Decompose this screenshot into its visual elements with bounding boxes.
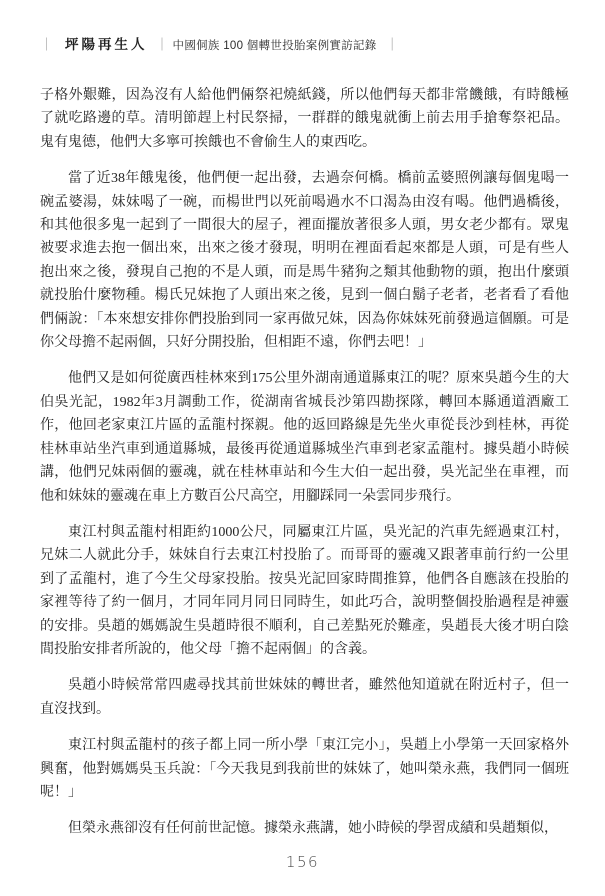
body-text — [40, 84, 569, 841]
header-separator-middle: ｜ — [155, 37, 169, 52]
body-paragraph: 當了近38年餓鬼後，他們便一起出發，去過奈何橋。橋前孟婆照例讓每個鬼喝一碗孟婆湯，妹妹喝了一碗，而楊世門以死前喝過水不口渴為由沒有喝。他們過橋後，和其他很多鬼一起到了一間很大的屋子，裡面擺放著很多人頭，男女老少都有。眾鬼被要求進去抱一個出來，出來之後才發現，明明在裡面看起來都是人頭，可是有些人抱出來之後，發現自己抱的不是人頭，而是馬牛豬狗之類其他動物的頭，抱出什麼頭就投胎什麼物種。楊氏兄妹抱了人頭出來之後，見到一個白鬍子老者，老者看了看他們倆說：「本來想安排你們投胎到同一家再做兄妹，因為你妹妹死前發過這個願。可是你父母擔不起兩個，只好分開投胎，但相距不遠，你們去吧！」 — [40, 171, 569, 351]
book-title: 坪陽再生人 — [65, 37, 148, 52]
page-number: 156 — [285, 853, 320, 871]
body-paragraph: 但榮永燕卻沒有任何前世記憶。據榮永燕講，她小時候的學習成績和吳趙類似， — [68, 821, 558, 837]
body-paragraph: 東江村與孟龍村相距約1000公尺，同屬東江片區，吳光記的汽車先經過東江村，兄妹二人就此分手，妹妹自行去東江村投胎了。而哥哥的靈魂又跟著車前行約一公里到了孟龍村，進了今生父母家投胎。按吳光記回家時間推算，他們各自應該在投胎的家裡等待了約一個月，才同年同月同日同時生，如此巧合，說明整個投胎過程是神靈的安排。吳趙的媽媽說生吳趙時很不順利，自己差點死於難產，吳趙長大後才明白陰間投胎安排者所說的，他父母「擔不起兩個」的含義。 — [40, 524, 569, 657]
header-separator-left: ｜ — [40, 37, 54, 52]
body-paragraph: 他們又是如何從廣西桂林來到175公里外湖南通道縣東江的呢？原來吳趙今生的大伯吳光記，1982年3月調動工作，從湖南省城長沙第四勘探隊，轉回本縣通道酒廠工作，他回老家東江片區的孟龍村探親。他的返回路線是先坐火車從長沙到桂林，再從桂林車站坐汽車到通道縣城，最後再從通道縣城坐汽車到老家孟龍村。據吳趙小時候講，他們兄妹兩個的靈魂，就在桂林車站和今生大伯一起出發，吳光記坐在車裡，而他和妹妹的靈魂在車上方數百公尺高空，用腳踩同一朵雲同步飛行。 — [40, 371, 569, 504]
body-paragraph: 東江村與孟龍村的孩子都上同一所小學「東江完小」，吳趙上小學第一天回家格外興奮，他對媽媽吳玉兵說：「今天我見到我前世的妹妹了，她叫榮永燕，我們同一個班呢！」 — [40, 738, 569, 800]
body-paragraph: 子格外艱難，因為沒有人給他們倆祭祀燒紙錢，所以他們每天都非常饑餓，有時餓極了就吃路邊的草。清明節趕上村民祭掃，一群群的餓鬼就衝上前去用手搶奪祭祀品。鬼有鬼德，他們大多寧可挨餓也不會偷生人的東西吃。 — [40, 88, 569, 150]
running-header — [40, 36, 399, 55]
header-separator-right: ｜ — [385, 37, 399, 52]
book-subtitle: 中國侗族 100 個轉世投胎案例實訪記錄 — [172, 40, 377, 52]
body-paragraph: 吳趙小時候常常四處尋找其前世妹妹的轉世者，雖然他知道就在附近村子，但一直沒找到。 — [40, 678, 569, 717]
